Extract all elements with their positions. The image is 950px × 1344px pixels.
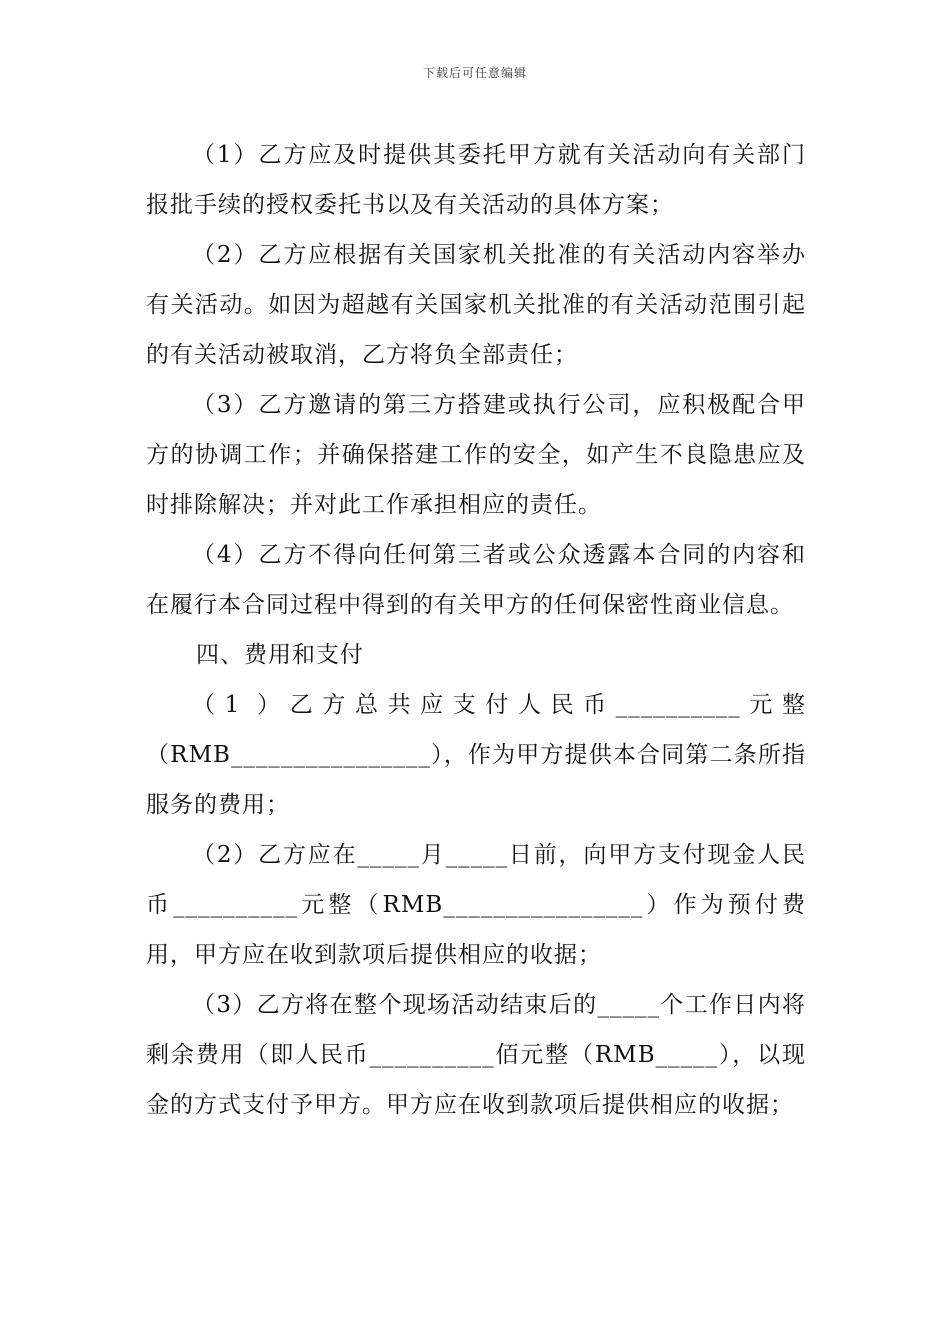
section-heading: 四、费用和支付	[196, 642, 364, 668]
clause-paragraph-2: （2）乙方应根据有关国家机关批准的有关活动内容举办有关活动。如因为超越有关国家机关批准的有关活动范围引起的有关活动被取消，乙方将负全部责任；	[146, 242, 806, 368]
payment-paragraph-3: （3）乙方将在整个现场活动结束后的_____个工作日内将剩余费用（即人民币__________佰元整（RMB_____），以现金的方式支付予甲方。甲方应在收到款项后提供相应的收据；	[146, 992, 806, 1118]
clause-paragraph-1: （1）乙方应及时提供其委托甲方就有关活动向有关部门报批手续的授权委托书以及有关活动的具体方案；	[146, 142, 806, 218]
clause-paragraph-4: （4）乙方不得向任何第三者或公众透露本合同的内容和在履行本合同过程中得到的有关甲方的任何保密性商业信息。	[146, 542, 806, 618]
payment-paragraph-1: （1 ）乙方总共应支付人民币__________元整（RMB________________），作为甲方提供本合同第二条所指服务的费用；	[146, 692, 806, 818]
clause-paragraph-3: （3）乙方邀请的第三方搭建或执行公司，应积极配合甲方的协调工作；并确保搭建工作的安全，如产生不良隐患应及时排除解决；并对此工作承担相应的责任。	[146, 392, 806, 518]
payment-paragraph-2: （2）乙方应在_____月_____日前，向甲方支付现金人民币__________元整（RMB________________）作为预付费用，甲方应在收到款项后提供相应的收据；	[146, 842, 806, 968]
document-body	[146, 130, 806, 1130]
page-header: 下载后可任意编辑	[422, 66, 527, 80]
